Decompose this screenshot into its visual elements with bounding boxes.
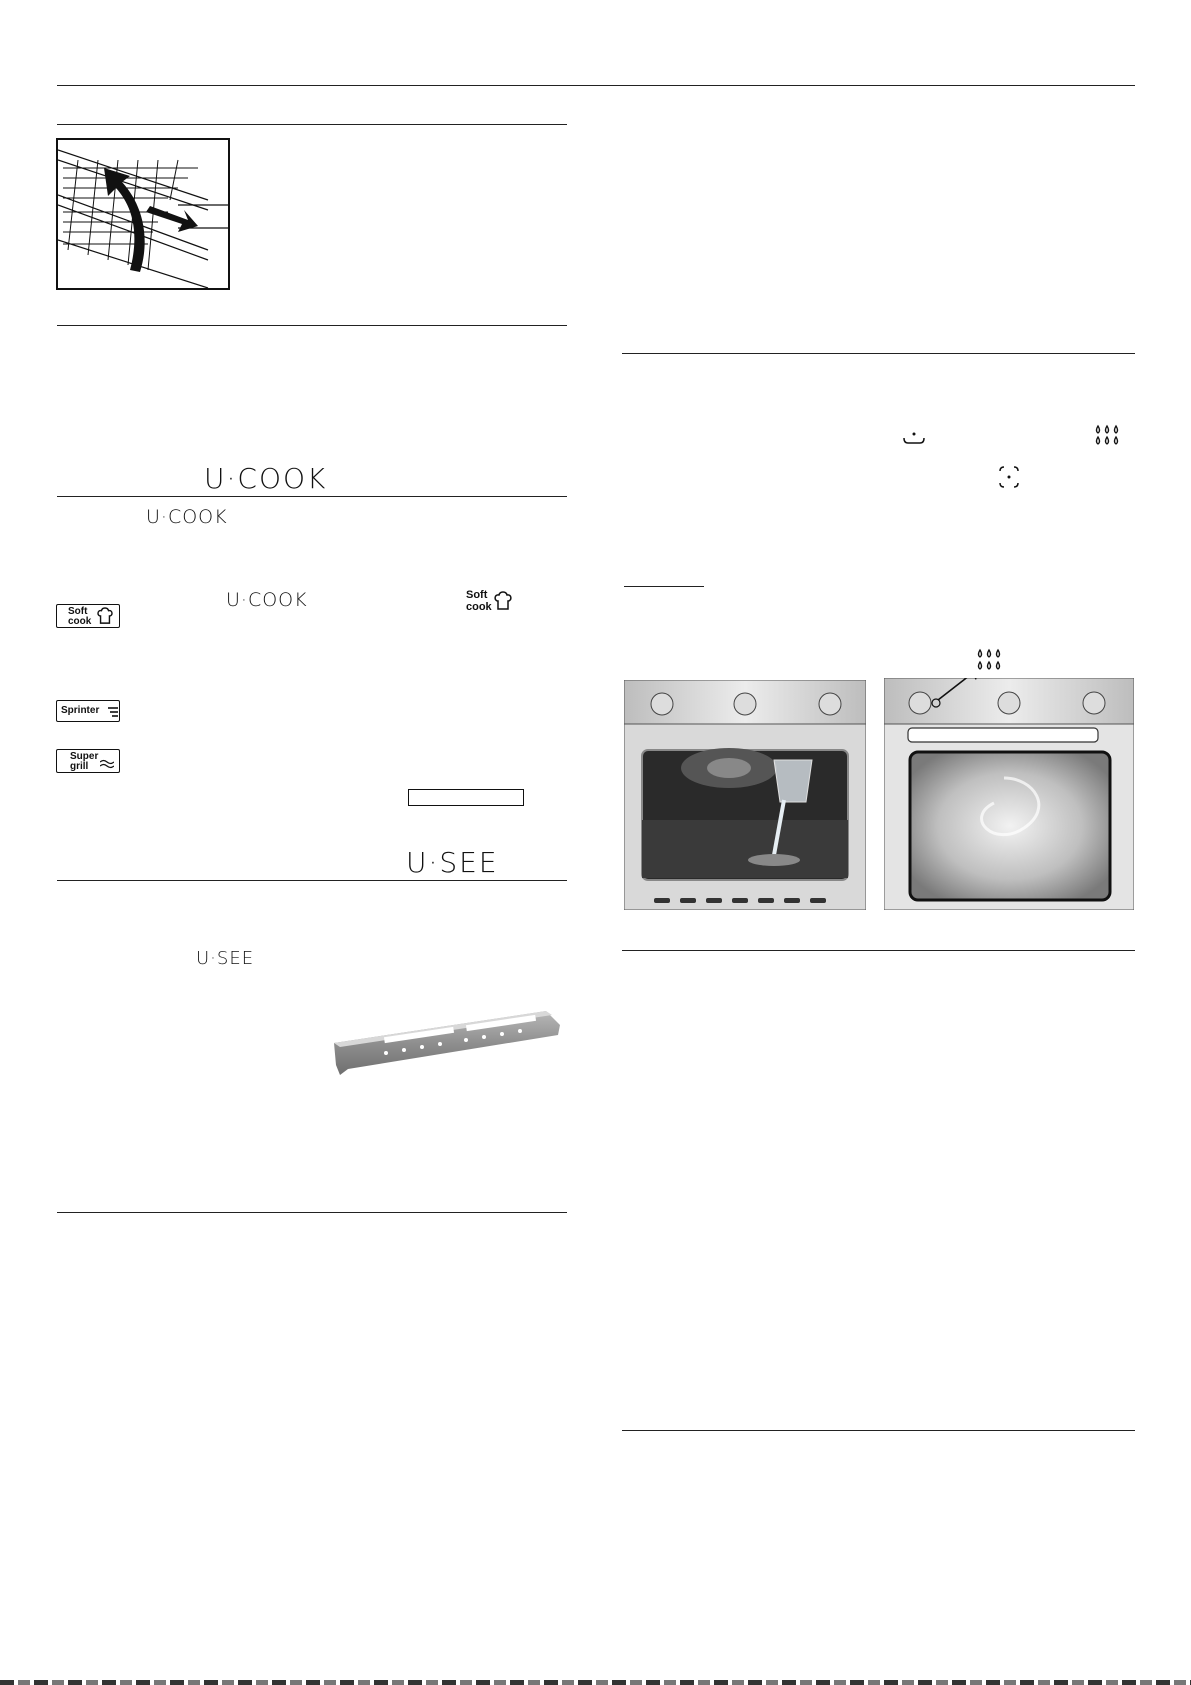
softcook-mark-line1: Soft [466,589,488,601]
underlined-heading [624,586,704,587]
water-drops-icon [1094,424,1122,448]
ucook-logo-inline: U·COOK [226,589,308,611]
softcook-badge-line2: cook [68,616,92,627]
softcook-mark-inline [466,589,514,615]
outlined-box [408,789,524,806]
softcook-badge [56,604,120,628]
section-rule-2 [57,325,567,326]
water-drops-top-icon [976,648,1004,674]
oven-steam-illustration [884,678,1134,910]
usee-logo-small: U·SEE [196,948,255,969]
sprinter-badge [56,700,120,722]
page-bottom-strip [0,1680,1191,1685]
section-rule-6 [622,353,1135,354]
supergrill-badge-line1: Super [70,751,99,762]
rack-illustration [56,138,230,290]
page-top-rule [57,85,1135,86]
softcook-mark-line2: cook [466,601,492,613]
section-rule-1 [57,124,567,125]
bottom-heat-icon [902,430,926,446]
rack-drawing [58,140,228,288]
section-rule-5 [57,1212,567,1213]
grill-waves-icon [100,758,114,770]
supergrill-badge-line2: grill [70,761,89,772]
supergrill-badge [56,749,120,773]
chef-hat-icon [494,591,512,611]
ucook-logo-large: U·COOK [204,462,328,495]
section-rule-7 [622,950,1135,951]
usee-logo-large: U·SEE [406,846,499,879]
section-rule-3 [57,496,567,497]
oven-pouring-water-illustration [624,680,866,910]
light-bar-image [326,1005,562,1075]
oven-center-icon [997,465,1021,489]
sprinter-badge-label: Sprinter [61,705,100,716]
speed-lines-icon [108,706,118,718]
section-rule-4 [57,880,567,881]
softcook-badge-line1: Soft [68,606,88,617]
ucook-logo-small: U·COOK [146,506,228,528]
section-rule-8 [622,1430,1135,1431]
chef-hat-icon [97,607,113,625]
